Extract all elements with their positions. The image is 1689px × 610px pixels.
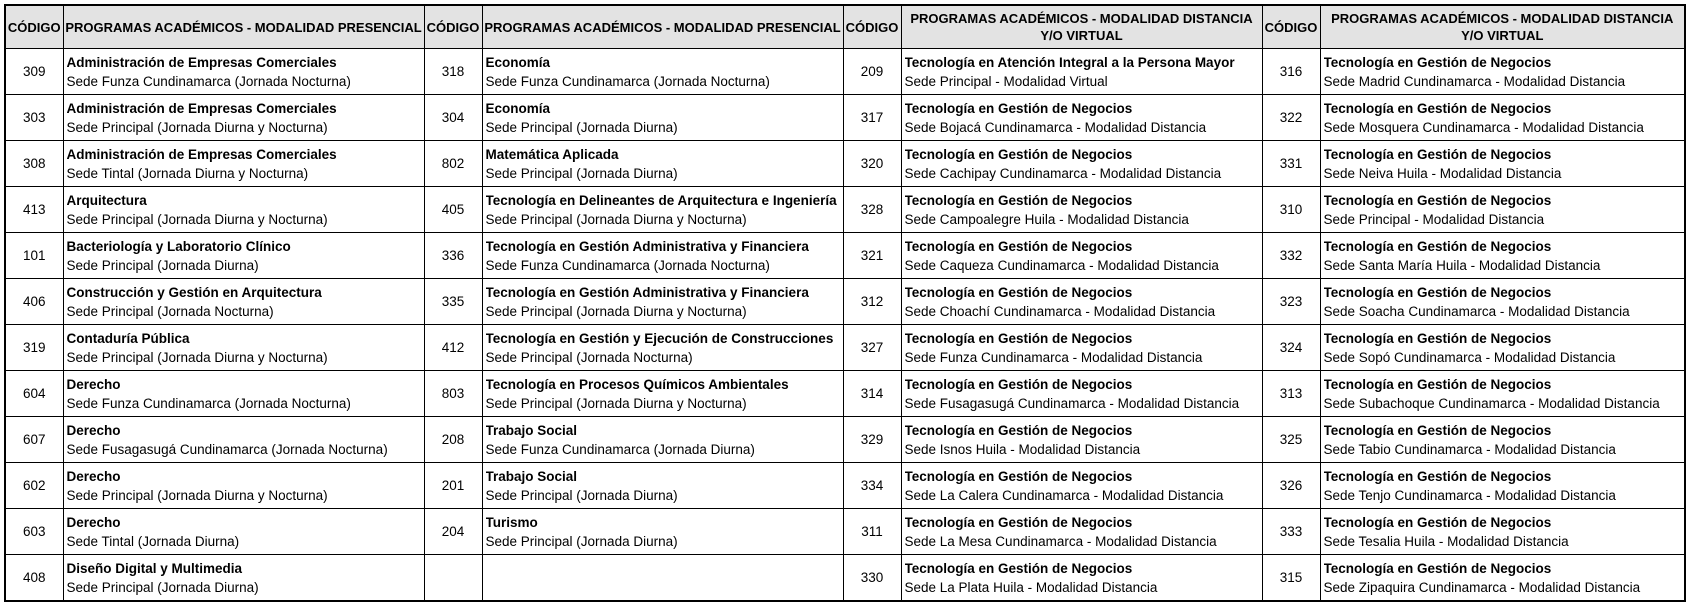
program-cell: [63, 555, 424, 602]
program-name: Tecnología en Gestión de Negocios: [904, 560, 1133, 576]
header-code: CÓDIGO: [843, 5, 901, 49]
program-code-cell: 332: [1262, 233, 1320, 279]
program-sede: Sede Principal (Jornada Diurna y Nocturna): [485, 303, 747, 319]
table-row: [5, 95, 1685, 141]
program-cell: [482, 233, 843, 279]
program-code-cell: 335: [424, 279, 482, 325]
program-cell: [482, 49, 843, 95]
program-code-cell: 603: [5, 509, 63, 555]
program-sede: Sede Principal (Jornada Diurna): [66, 579, 259, 595]
program-cell: [1320, 279, 1685, 325]
program-sede: Sede Principal (Jornada Diurna): [485, 119, 678, 135]
program-sede: Sede Fusagasugá Cundinamarca (Jornada Nocturna): [66, 441, 388, 457]
program-name: Tecnología en Atención Integral a la Persona Mayor: [904, 54, 1235, 70]
program-sede: Sede Funza Cundinamarca (Jornada Nocturna): [66, 73, 351, 89]
program-sede: Sede Campoalegre Huila - Modalidad Distancia: [904, 211, 1189, 227]
program-sede: Sede Principal (Jornada Diurna y Nocturna): [485, 211, 747, 227]
program-code-cell: 323: [1262, 279, 1320, 325]
program-code-cell: 314: [843, 371, 901, 417]
program-name: Tecnología en Gestión de Negocios: [904, 422, 1133, 438]
program-cell: [63, 371, 424, 417]
program-sede: Sede Principal - Modalidad Distancia: [1323, 211, 1545, 227]
program-sede: Sede Principal (Jornada Diurna): [485, 165, 678, 181]
program-code-cell: 326: [1262, 463, 1320, 509]
program-code-cell: 413: [5, 187, 63, 233]
program-cell: [63, 279, 424, 325]
program-cell: [63, 417, 424, 463]
program-cell: [901, 463, 1262, 509]
program-name: Tecnología en Gestión de Negocios: [904, 238, 1133, 254]
program-code-cell: 802: [424, 141, 482, 187]
program-name: Tecnología en Gestión de Negocios: [904, 468, 1133, 484]
program-sede: Sede Principal (Jornada Diurna): [485, 487, 678, 503]
program-sede: Sede Principal - Modalidad Virtual: [904, 73, 1108, 89]
program-sede: Sede Principal (Jornada Diurna): [66, 257, 259, 273]
table-row: [5, 141, 1685, 187]
program-cell: [63, 325, 424, 371]
program-sede: Sede Isnos Huila - Modalidad Distancia: [904, 441, 1141, 457]
program-name: Tecnología en Gestión de Negocios: [904, 330, 1133, 346]
program-sede: Sede Subachoque Cundinamarca - Modalidad Distancia: [1323, 395, 1660, 411]
program-code-cell: 304: [424, 95, 482, 141]
table-row: [5, 279, 1685, 325]
program-sede: Sede Principal (Jornada Diurna y Nocturna): [66, 119, 328, 135]
program-cell: [63, 141, 424, 187]
program-name: Derecho: [66, 422, 121, 438]
program-sede: Sede Tenjo Cundinamarca - Modalidad Distancia: [1323, 487, 1616, 503]
program-sede: Sede Choachí Cundinamarca - Modalidad Distancia: [904, 303, 1216, 319]
program-sede: Sede La Calera Cundinamarca - Modalidad Distancia: [904, 487, 1224, 503]
program-sede: Sede Zipaquira Cundinamarca - Modalidad Distancia: [1323, 579, 1641, 595]
program-sede: Sede Funza Cundinamarca (Jornada Diurna): [485, 441, 755, 457]
program-name: Matemática Aplicada: [485, 146, 619, 162]
program-code-cell: 315: [1262, 555, 1320, 602]
program-name: Economía: [485, 100, 551, 116]
program-code-cell: 201: [424, 463, 482, 509]
program-sede: Sede Mosquera Cundinamarca - Modalidad Distancia: [1323, 119, 1644, 135]
program-name: Trabajo Social: [485, 468, 578, 484]
program-name: Administración de Empresas Comerciales: [66, 100, 337, 116]
program-cell: [901, 555, 1262, 602]
program-sede: Sede Madrid Cundinamarca - Modalidad Distancia: [1323, 73, 1626, 89]
program-cell: [901, 279, 1262, 325]
program-code-cell: 334: [843, 463, 901, 509]
program-name: Arquitectura: [66, 192, 147, 208]
program-cell: [482, 371, 843, 417]
program-sede: Sede Funza Cundinamarca (Jornada Nocturna): [485, 73, 770, 89]
program-code-cell: 604: [5, 371, 63, 417]
program-cell: [63, 49, 424, 95]
program-cell: [63, 509, 424, 555]
program-sede: Sede La Plata Huila - Modalidad Distancia: [904, 579, 1158, 595]
program-cell: [1320, 49, 1685, 95]
table-row: [5, 325, 1685, 371]
header-presencial: PROGRAMAS ACADÉMICOS - MODALIDAD PRESENCIAL: [63, 5, 424, 49]
program-code-cell: 309: [5, 49, 63, 95]
program-name: Tecnología en Gestión y Ejecución de Construcciones: [485, 330, 834, 346]
program-code-cell: 331: [1262, 141, 1320, 187]
program-cell: [1320, 141, 1685, 187]
program-cell: [63, 233, 424, 279]
program-name: Tecnología en Gestión de Negocios: [904, 376, 1133, 392]
header-code: CÓDIGO: [1262, 5, 1320, 49]
table-row: [5, 509, 1685, 555]
program-sede: Sede Principal (Jornada Diurna): [485, 533, 678, 549]
header-distancia: PROGRAMAS ACADÉMICOS - MODALIDAD DISTANCIA Y/O VIRTUAL: [901, 5, 1262, 49]
program-code-cell: 303: [5, 95, 63, 141]
program-code-cell: 322: [1262, 95, 1320, 141]
program-code-cell: 405: [424, 187, 482, 233]
program-cell: [901, 95, 1262, 141]
program-cell: [1320, 463, 1685, 509]
program-code-cell: 313: [1262, 371, 1320, 417]
program-cell: [482, 417, 843, 463]
header-distancia: PROGRAMAS ACADÉMICOS - MODALIDAD DISTANCIA Y/O VIRTUAL: [1320, 5, 1685, 49]
program-code-cell: 308: [5, 141, 63, 187]
program-cell: [901, 509, 1262, 555]
program-code-cell: 310: [1262, 187, 1320, 233]
program-name: Derecho: [66, 468, 121, 484]
program-cell: [1320, 417, 1685, 463]
program-name: Tecnología en Gestión de Negocios: [1323, 54, 1552, 70]
program-sede: Sede Caqueza Cundinamarca - Modalidad Distancia: [904, 257, 1219, 273]
program-name: Tecnología en Gestión de Negocios: [904, 146, 1133, 162]
program-code-cell: 408: [5, 555, 63, 602]
program-name: Trabajo Social: [485, 422, 578, 438]
table-body: [5, 49, 1685, 602]
program-name: Tecnología en Gestión de Negocios: [1323, 376, 1552, 392]
program-cell: [482, 325, 843, 371]
program-cell: [1320, 233, 1685, 279]
program-cell: [1320, 371, 1685, 417]
program-code-cell: 336: [424, 233, 482, 279]
program-name: Bacteriología y Laboratorio Clínico: [66, 238, 291, 254]
program-cell: [1320, 325, 1685, 371]
program-sede: Sede Funza Cundinamarca - Modalidad Distancia: [904, 349, 1203, 365]
program-sede: Sede Neiva Huila - Modalidad Distancia: [1323, 165, 1562, 181]
program-cell: [901, 371, 1262, 417]
program-name: Contaduría Pública: [66, 330, 190, 346]
program-name: Tecnología en Gestión Administrativa y Financiera: [485, 284, 809, 300]
program-cell: [901, 187, 1262, 233]
program-code-cell: 319: [5, 325, 63, 371]
table-row: [5, 417, 1685, 463]
program-sede: Sede Sopó Cundinamarca - Modalidad Distancia: [1323, 349, 1616, 365]
program-sede: Sede Fusagasugá Cundinamarca - Modalidad Distancia: [904, 395, 1240, 411]
program-sede: Sede Principal (Jornada Diurna y Nocturna): [66, 211, 328, 227]
table-row: [5, 187, 1685, 233]
program-name: Derecho: [66, 514, 121, 530]
program-code-cell: 333: [1262, 509, 1320, 555]
table-row: [5, 371, 1685, 417]
program-cell: [482, 141, 843, 187]
program-cell: [901, 417, 1262, 463]
program-cell: [482, 95, 843, 141]
program-code-cell: 317: [843, 95, 901, 141]
program-code-cell: 320: [843, 141, 901, 187]
table-row: [5, 463, 1685, 509]
program-name: Tecnología en Gestión de Negocios: [1323, 422, 1552, 438]
header-code: CÓDIGO: [424, 5, 482, 49]
program-name: Tecnología en Gestión de Negocios: [1323, 514, 1552, 530]
program-name: Tecnología en Gestión de Negocios: [1323, 238, 1552, 254]
program-sede: Sede Tintal (Jornada Diurna y Nocturna): [66, 165, 309, 181]
program-code-cell: [424, 555, 482, 602]
program-name: Diseño Digital y Multimedia: [66, 560, 243, 576]
header-row: [5, 5, 1685, 49]
program-code-cell: 101: [5, 233, 63, 279]
program-cell: [482, 463, 843, 509]
program-name: Tecnología en Gestión de Negocios: [1323, 192, 1552, 208]
program-sede: Sede Funza Cundinamarca (Jornada Nocturna): [66, 395, 351, 411]
program-cell: [482, 279, 843, 325]
table-row: [5, 49, 1685, 95]
program-name: Tecnología en Gestión de Negocios: [1323, 330, 1552, 346]
program-cell: [1320, 509, 1685, 555]
program-code-cell: 324: [1262, 325, 1320, 371]
header-code: CÓDIGO: [5, 5, 63, 49]
program-name: Tecnología en Gestión de Negocios: [1323, 468, 1552, 484]
program-code-cell: 412: [424, 325, 482, 371]
program-sede: Sede Soacha Cundinamarca - Modalidad Distancia: [1323, 303, 1630, 319]
program-name: Administración de Empresas Comerciales: [66, 146, 337, 162]
program-cell: [901, 141, 1262, 187]
program-sede: Sede Principal (Jornada Diurna y Nocturna): [66, 349, 328, 365]
program-code-cell: 330: [843, 555, 901, 602]
program-sede: Sede Cachipay Cundinamarca - Modalidad Distancia: [904, 165, 1222, 181]
program-sede: Sede Principal (Jornada Diurna y Nocturna): [66, 487, 328, 503]
table-row: [5, 233, 1685, 279]
program-code-cell: 406: [5, 279, 63, 325]
program-code-cell: 803: [424, 371, 482, 417]
header-presencial: PROGRAMAS ACADÉMICOS - MODALIDAD PRESENCIAL: [482, 5, 843, 49]
program-name: Tecnología en Delineantes de Arquitectura e Ingeniería: [485, 192, 837, 208]
program-cell: [482, 509, 843, 555]
program-code-cell: 602: [5, 463, 63, 509]
program-sede: Sede Tabio Cundinamarca - Modalidad Distancia: [1323, 441, 1616, 457]
program-code-cell: 607: [5, 417, 63, 463]
program-sede: Sede Principal (Jornada Diurna y Nocturna): [485, 395, 747, 411]
program-name: Tecnología en Gestión de Negocios: [904, 284, 1133, 300]
program-name: Tecnología en Gestión de Negocios: [904, 100, 1133, 116]
program-code-cell: 204: [424, 509, 482, 555]
program-sede: Sede Principal (Jornada Nocturna): [485, 349, 693, 365]
program-name: Tecnología en Gestión de Negocios: [1323, 284, 1552, 300]
program-code-cell: 316: [1262, 49, 1320, 95]
table-row: [5, 555, 1685, 602]
program-name: Tecnología en Gestión de Negocios: [1323, 560, 1552, 576]
program-code-cell: 208: [424, 417, 482, 463]
program-cell: [901, 233, 1262, 279]
program-cell: [901, 49, 1262, 95]
program-name: Administración de Empresas Comerciales: [66, 54, 337, 70]
program-sede: Sede Tintal (Jornada Diurna): [66, 533, 240, 549]
program-cell: [482, 187, 843, 233]
program-code-cell: 325: [1262, 417, 1320, 463]
program-name: Tecnología en Procesos Químicos Ambientales: [485, 376, 789, 392]
program-sede: Sede Funza Cundinamarca (Jornada Nocturna): [485, 257, 770, 273]
program-sede: Sede La Mesa Cundinamarca - Modalidad Distancia: [904, 533, 1217, 549]
program-name: Tecnología en Gestión de Negocios: [1323, 146, 1552, 162]
program-name: Economía: [485, 54, 551, 70]
program-code-cell: 329: [843, 417, 901, 463]
program-sede: Sede Bojacá Cundinamarca - Modalidad Distancia: [904, 119, 1207, 135]
program-code-cell: 209: [843, 49, 901, 95]
program-sede: Sede Principal (Jornada Nocturna): [66, 303, 274, 319]
program-code-cell: 321: [843, 233, 901, 279]
programs-table: [4, 4, 1686, 602]
program-cell: [901, 325, 1262, 371]
program-name: Derecho: [66, 376, 121, 392]
program-name: Tecnología en Gestión de Negocios: [1323, 100, 1552, 116]
program-code-cell: 311: [843, 509, 901, 555]
program-code-cell: 318: [424, 49, 482, 95]
program-name: Tecnología en Gestión de Negocios: [904, 514, 1133, 530]
program-code-cell: 312: [843, 279, 901, 325]
program-cell: [63, 95, 424, 141]
program-cell: [1320, 187, 1685, 233]
program-sede: Sede Tesalia Huila - Modalidad Distancia: [1323, 533, 1569, 549]
program-cell: [1320, 555, 1685, 602]
program-code-cell: 328: [843, 187, 901, 233]
program-cell: [482, 555, 843, 602]
program-name: Tecnología en Gestión de Negocios: [904, 192, 1133, 208]
program-code-cell: 327: [843, 325, 901, 371]
program-name: Tecnología en Gestión Administrativa y Financiera: [485, 238, 809, 254]
program-cell: [63, 187, 424, 233]
program-sede: Sede Santa María Huila - Modalidad Distancia: [1323, 257, 1601, 273]
program-cell: [63, 463, 424, 509]
program-name: Construcción y Gestión en Arquitectura: [66, 284, 322, 300]
program-cell: [1320, 95, 1685, 141]
program-name: Turismo: [485, 514, 538, 530]
